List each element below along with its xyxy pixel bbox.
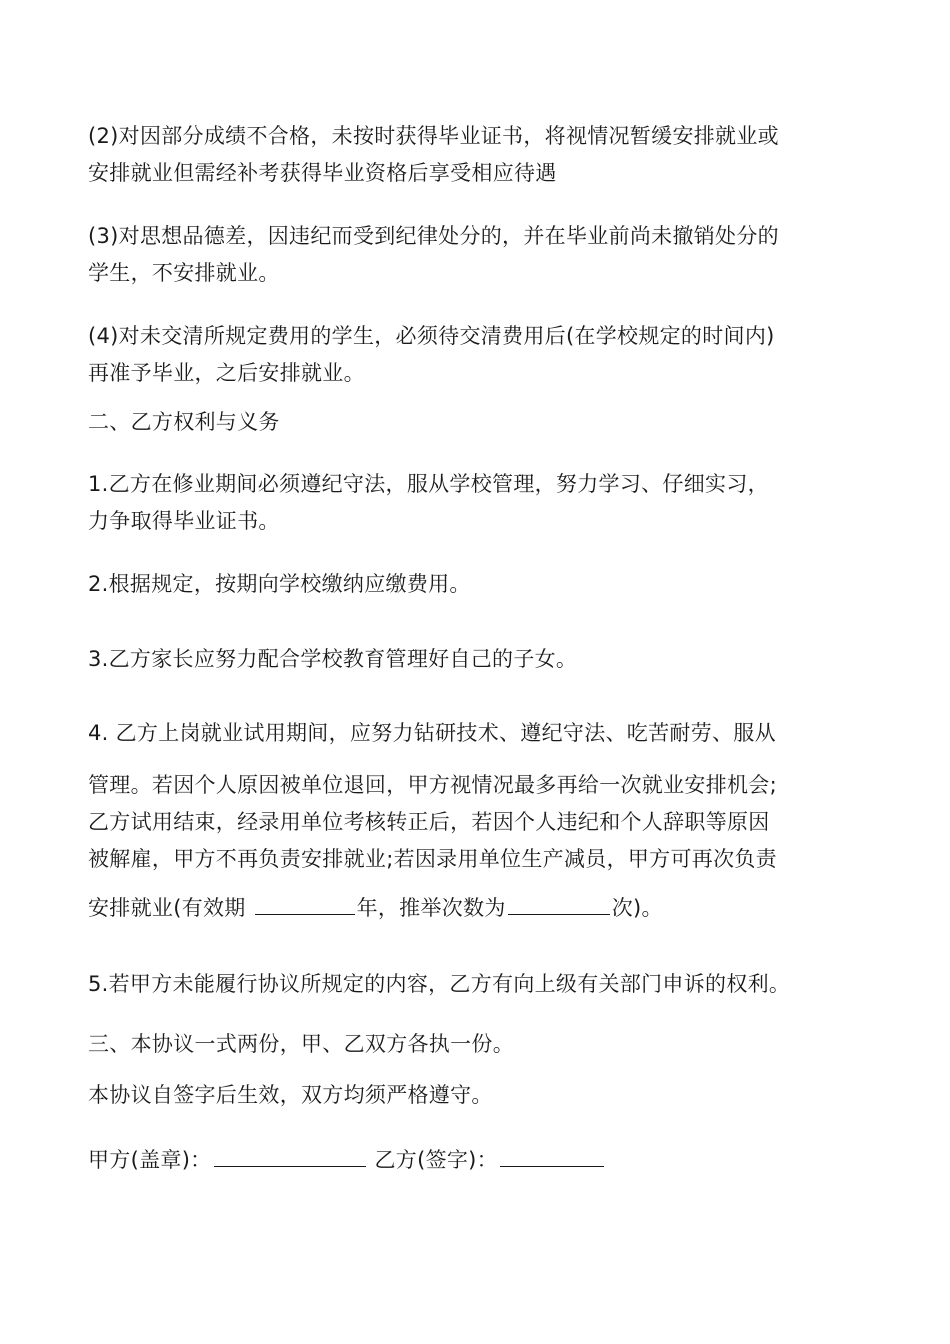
section-3-copies — [88, 1026, 873, 1063]
party-b-clause-1 — [88, 466, 873, 540]
text-line: 1.乙方在修业期间必须遵纪守法，服从学校管理，努力学习、仔细实习， — [88, 472, 769, 496]
text-line: 2.根据规定，按期向学校缴纳应缴费用。 — [88, 572, 471, 596]
text-line: 3.乙方家长应努力配合学校教育管理好自己的子女。 — [88, 647, 578, 671]
text-line: 本协议自签字后生效，双方均须严格遵守。 — [88, 1083, 493, 1107]
recommendation-count-blank[interactable] — [508, 892, 610, 915]
text-line: 5.若甲方未能履行协议所规定的内容，乙方有向上级有关部门申诉的权利。 — [88, 972, 791, 996]
text-line: 被解雇，甲方不再负责安排就业;若因录用单位生产减员，甲方可再次负责 — [88, 847, 777, 871]
party-a-seal-label: 甲方(盖章)： — [88, 1148, 212, 1172]
clause-2-4 — [88, 318, 873, 392]
clause-2-3 — [88, 218, 873, 292]
validity-line — [88, 890, 873, 927]
validity-middle: 年，推举次数为 — [356, 896, 506, 920]
validity-years-blank[interactable] — [255, 892, 355, 915]
text-line: 再准予毕业，之后安排就业。 — [88, 361, 365, 385]
clause-2-2 — [88, 118, 873, 192]
text-line: 管理。若因个人原因被单位退回，甲方视情况最多再给一次就业安排机会; — [88, 773, 777, 797]
party-b-clause-4-first — [88, 715, 873, 752]
party-b-sign-label: 乙方(签字)： — [367, 1148, 498, 1172]
text-line: (3)对思想品德差，因违纪而受到纪律处分的，并在毕业前尚未撤销处分的 — [88, 224, 779, 248]
signature-line — [88, 1142, 873, 1179]
text-line: 乙方试用结束，经录用单位考核转正后，若因个人违纪和个人辞职等原因 — [88, 810, 770, 834]
text-line: (2)对因部分成绩不合格，未按时获得毕业证书，将视情况暂缓安排就业或 — [88, 124, 779, 148]
section-heading: 二、乙方权利与义务 — [88, 410, 280, 434]
text-line: 力争取得毕业证书。 — [88, 509, 280, 533]
text-line: 三、本协议一式两份，甲、乙双方各执一份。 — [88, 1032, 514, 1056]
text-line: (4)对未交清所规定费用的学生，必须待交清费用后(在学校规定的时间内) — [88, 324, 775, 348]
party-a-seal-blank[interactable] — [214, 1144, 366, 1167]
section-heading-party-b — [88, 404, 873, 441]
party-b-clause-5 — [88, 966, 873, 1003]
text-line: 学生，不安排就业。 — [88, 261, 280, 285]
text-line: 安排就业但需经补考获得毕业资格后享受相应待遇 — [88, 161, 557, 185]
party-b-clause-4-rest — [88, 767, 873, 878]
validity-suffix: 次)。 — [611, 896, 663, 920]
text-line: 4. 乙方上岗就业试用期间，应努力钻研技术、遵纪守法、吃苦耐劳、服从 — [88, 721, 776, 745]
validity-prefix: 安排就业(有效期 — [88, 896, 253, 920]
party-b-clause-3 — [88, 641, 873, 678]
party-b-clause-2 — [88, 566, 873, 603]
effective-clause — [88, 1077, 873, 1114]
party-b-sign-blank[interactable] — [500, 1144, 604, 1167]
